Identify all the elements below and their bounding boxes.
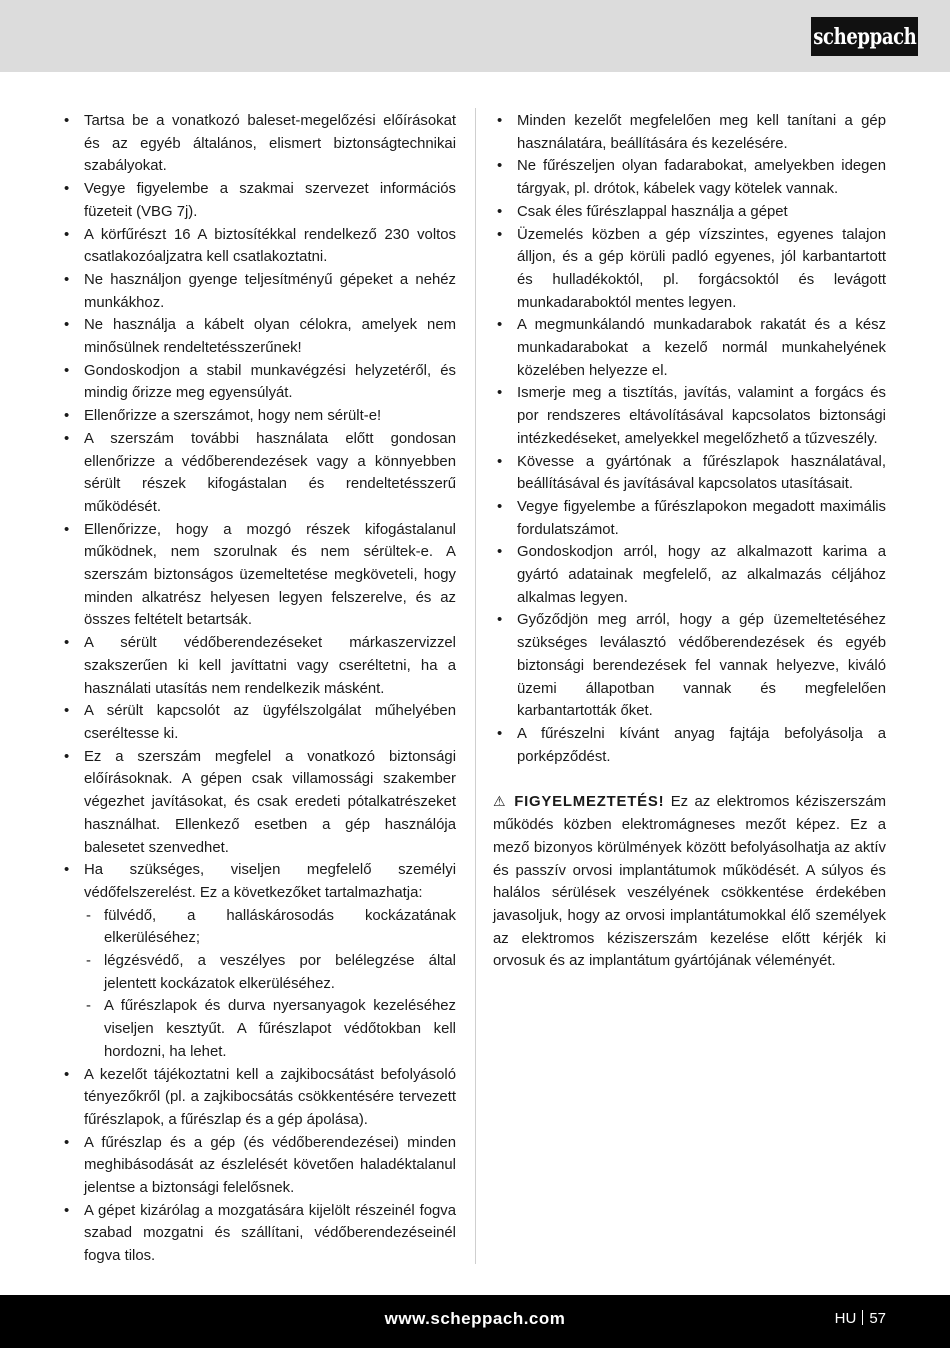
list-item: • Tartsa be a vonatkozó baleset-megelőzési előírásokat és az egyéb általános, elismert biztonságtechnikai szabályokat. [60,110,456,178]
footer-url[interactable]: www.scheppach.com [384,1309,566,1328]
sub-list-item: - A fűrészlapok és durva nyersanyagok kezeléséhez viseljen kesztyűt. A fűrészlapot védőtokban kell hordozni, ha lehet. [84,995,456,1063]
page-number: 57 [869,1310,886,1327]
list-item: • Vegye figyelembe a fűrészlapokon megadott maximális fordulatszámot. [493,496,886,541]
footer-band [0,1295,950,1348]
warning-title: FIGYELMEZTETÉS! [514,794,665,811]
list-item: • A megmunkálandó munkadarabok rakatát és a kész munkadarabokat a kezelő normál munkahelyének közelében helyezze el. [493,314,886,382]
list-item: • Ellenőrizze a szerszámot, hogy nem sérült-e! [60,405,456,428]
list-item: • A fűrészelni kívánt anyag fajtája befolyásolja a porképződést. [493,723,886,768]
column-divider [475,108,476,1264]
logo-text: scheppach [812,23,917,50]
list-item: • Ne használjon gyenge teljesítményű gépeket a nehéz munkákhoz. [60,269,456,314]
list-item: • Vegye figyelembe a szakmai szervezet információs füzeteit (VBG 7j). [60,178,456,223]
language-code: HU [834,1310,857,1327]
page-indicator [835,1310,886,1327]
list-item: • Ez a szerszám megfelel a vonatkozó biztonsági előírásoknak. A gépen csak villamossági szakember végezhet javításokat, és csak eredeti pótalkatrészeket használhat. Ellenkező esetben a gép használója balesetet szenvedhet. [60,746,456,860]
list-item: • Gondoskodjon arról, hogy az alkalmazott karima a gyártó adatainak megfelelő, az alkalmazás céljához alkalmas legyen. [493,541,886,609]
list-item: • Kövesse a gyártónak a fűrészlapok használatával, beállításával és javításával kapcsolatos utasításait. [493,451,886,496]
warning-icon: ⚠ [493,793,508,810]
scheppach-logo [811,17,918,56]
list-item: • A fűrészlap és a gép (és védőberendezései) minden meghibásodását az észlelését követően haladéktalanul jelentse a biztonsági felelősnek. [60,1132,456,1200]
list-item: • Győződjön meg arról, hogy a gép üzemeltetéséhez szükséges leválasztó védőberendezések és egyéb biztonsági berendezések fel vannak helyezve, kiváló üzemi állapotban vannak és megfelelően karbantartották őket. [493,609,886,723]
safety-list-right [493,110,886,768]
ppe-intro: Ha szükséges, viseljen megfelelő személyi védőfelszerelést. Ez a következőket tartalmazhatja: [84,862,456,901]
left-column [60,110,456,1268]
list-item: • Minden kezelőt megfelelően meg kell tanítani a gép használatára, beállítására és kezelésére. [493,110,886,155]
list-item: • A kezelőt tájékoztatni kell a zajkibocsátást befolyásoló tényezőkről (pl. a zajkibocsátás csökkentésére tervezett fűrészlapok, a fűrészlap és a gép ápolása). [60,1064,456,1132]
list-item: • Csak éles fűrészlappal használja a gépet [493,201,886,224]
warning-paragraph [493,790,886,973]
list-item: • A sérült védőberendezéseket márkaszervizzel szakszerűen ki kell javíttatni vagy cseréltetni, ha a használati utasítás nem rendelkezik másként. [60,632,456,700]
list-item: • A körfűrészt 16 A biztosítékkal rendelkező 230 voltos csatlakozóaljzatra kell csatlakoztatni. [60,224,456,269]
list-item: • A szerszám további használata előtt gondosan ellenőrizze a védőberendezések vagy a könnyebben sérült részek kifogástalan és rendeltetésszerű működését. [60,428,456,519]
ppe-sublist [84,905,456,1064]
safety-list-left [60,110,456,1268]
warning-text: Ez az elektromos kéziszerszám működés közben elektromágneses mezőt képez. Ez a mező bizonyos körülmények között befolyásolhatja az aktív és passzív orvosi implantátumok működését. A súlyos és halálos sérülések veszélyének csökkentése érdekében javasoljuk, hogy az orvosi implantátumokkal élő személyek az elektromos kéziszerszám kezelése előtt kérjék ki orvosuk és az implantátum gyártójának véleményét. [493,794,886,970]
list-item: • A gépet kizárólag a mozgatására kijelölt részeinél fogva szabad mozgatni és szállítani, védőberendezéseinél fogva tilos. [60,1200,456,1268]
sub-list-item: - fülvédő, a halláskárosodás kockázatának elkerüléséhez; [84,905,456,950]
sub-list-item: - légzésvédő, a veszélyes por belélegzése által jelentett kockázatok elkerüléséhez. [84,950,456,995]
right-column [493,110,886,988]
list-item: • A sérült kapcsolót az ügyfélszolgálat műhelyében cseréltesse ki. [60,700,456,745]
header-band [0,0,950,72]
list-item-ppe [60,859,456,1063]
list-item: • Gondoskodjon a stabil munkavégzési helyzetéről, és mindig őrizze meg egyensúlyát. [60,360,456,405]
list-item: • Ne használja a kábelt olyan célokra, amelyek nem minősülnek rendeltetésszerűnek! [60,314,456,359]
list-item: • Ellenőrizze, hogy a mozgó részek kifogástalanul működnek, nem szorulnak és nem sérültek-e. A szerszám biztonságos üzemeltetése megköveteli, hogy minden alkatrész helyesen legyen felszerelve, és az összes feltételt betartsák. [60,519,456,633]
list-item: • Üzemelés közben a gép vízszintes, egyenes talajon álljon, és a gép körüli padló egyenes, jól karbantartott és hulladékoktól, pl. forgácsoktól és levágott munkadaraboktól mentes legyen. [493,224,886,315]
page-separator [862,1310,863,1325]
list-item: • Ne fűrészeljen olyan fadarabokat, amelyekben idegen tárgyak, pl. drótok, kábelek vagy kötelek vannak. [493,155,886,200]
list-item: • Ismerje meg a tisztítás, javítás, valamint a forgács és por rendszeres eltávolításával kapcsolatos biztonsági intézkedéseket, amelyekkel megelőzhető a tűzveszély. [493,382,886,450]
